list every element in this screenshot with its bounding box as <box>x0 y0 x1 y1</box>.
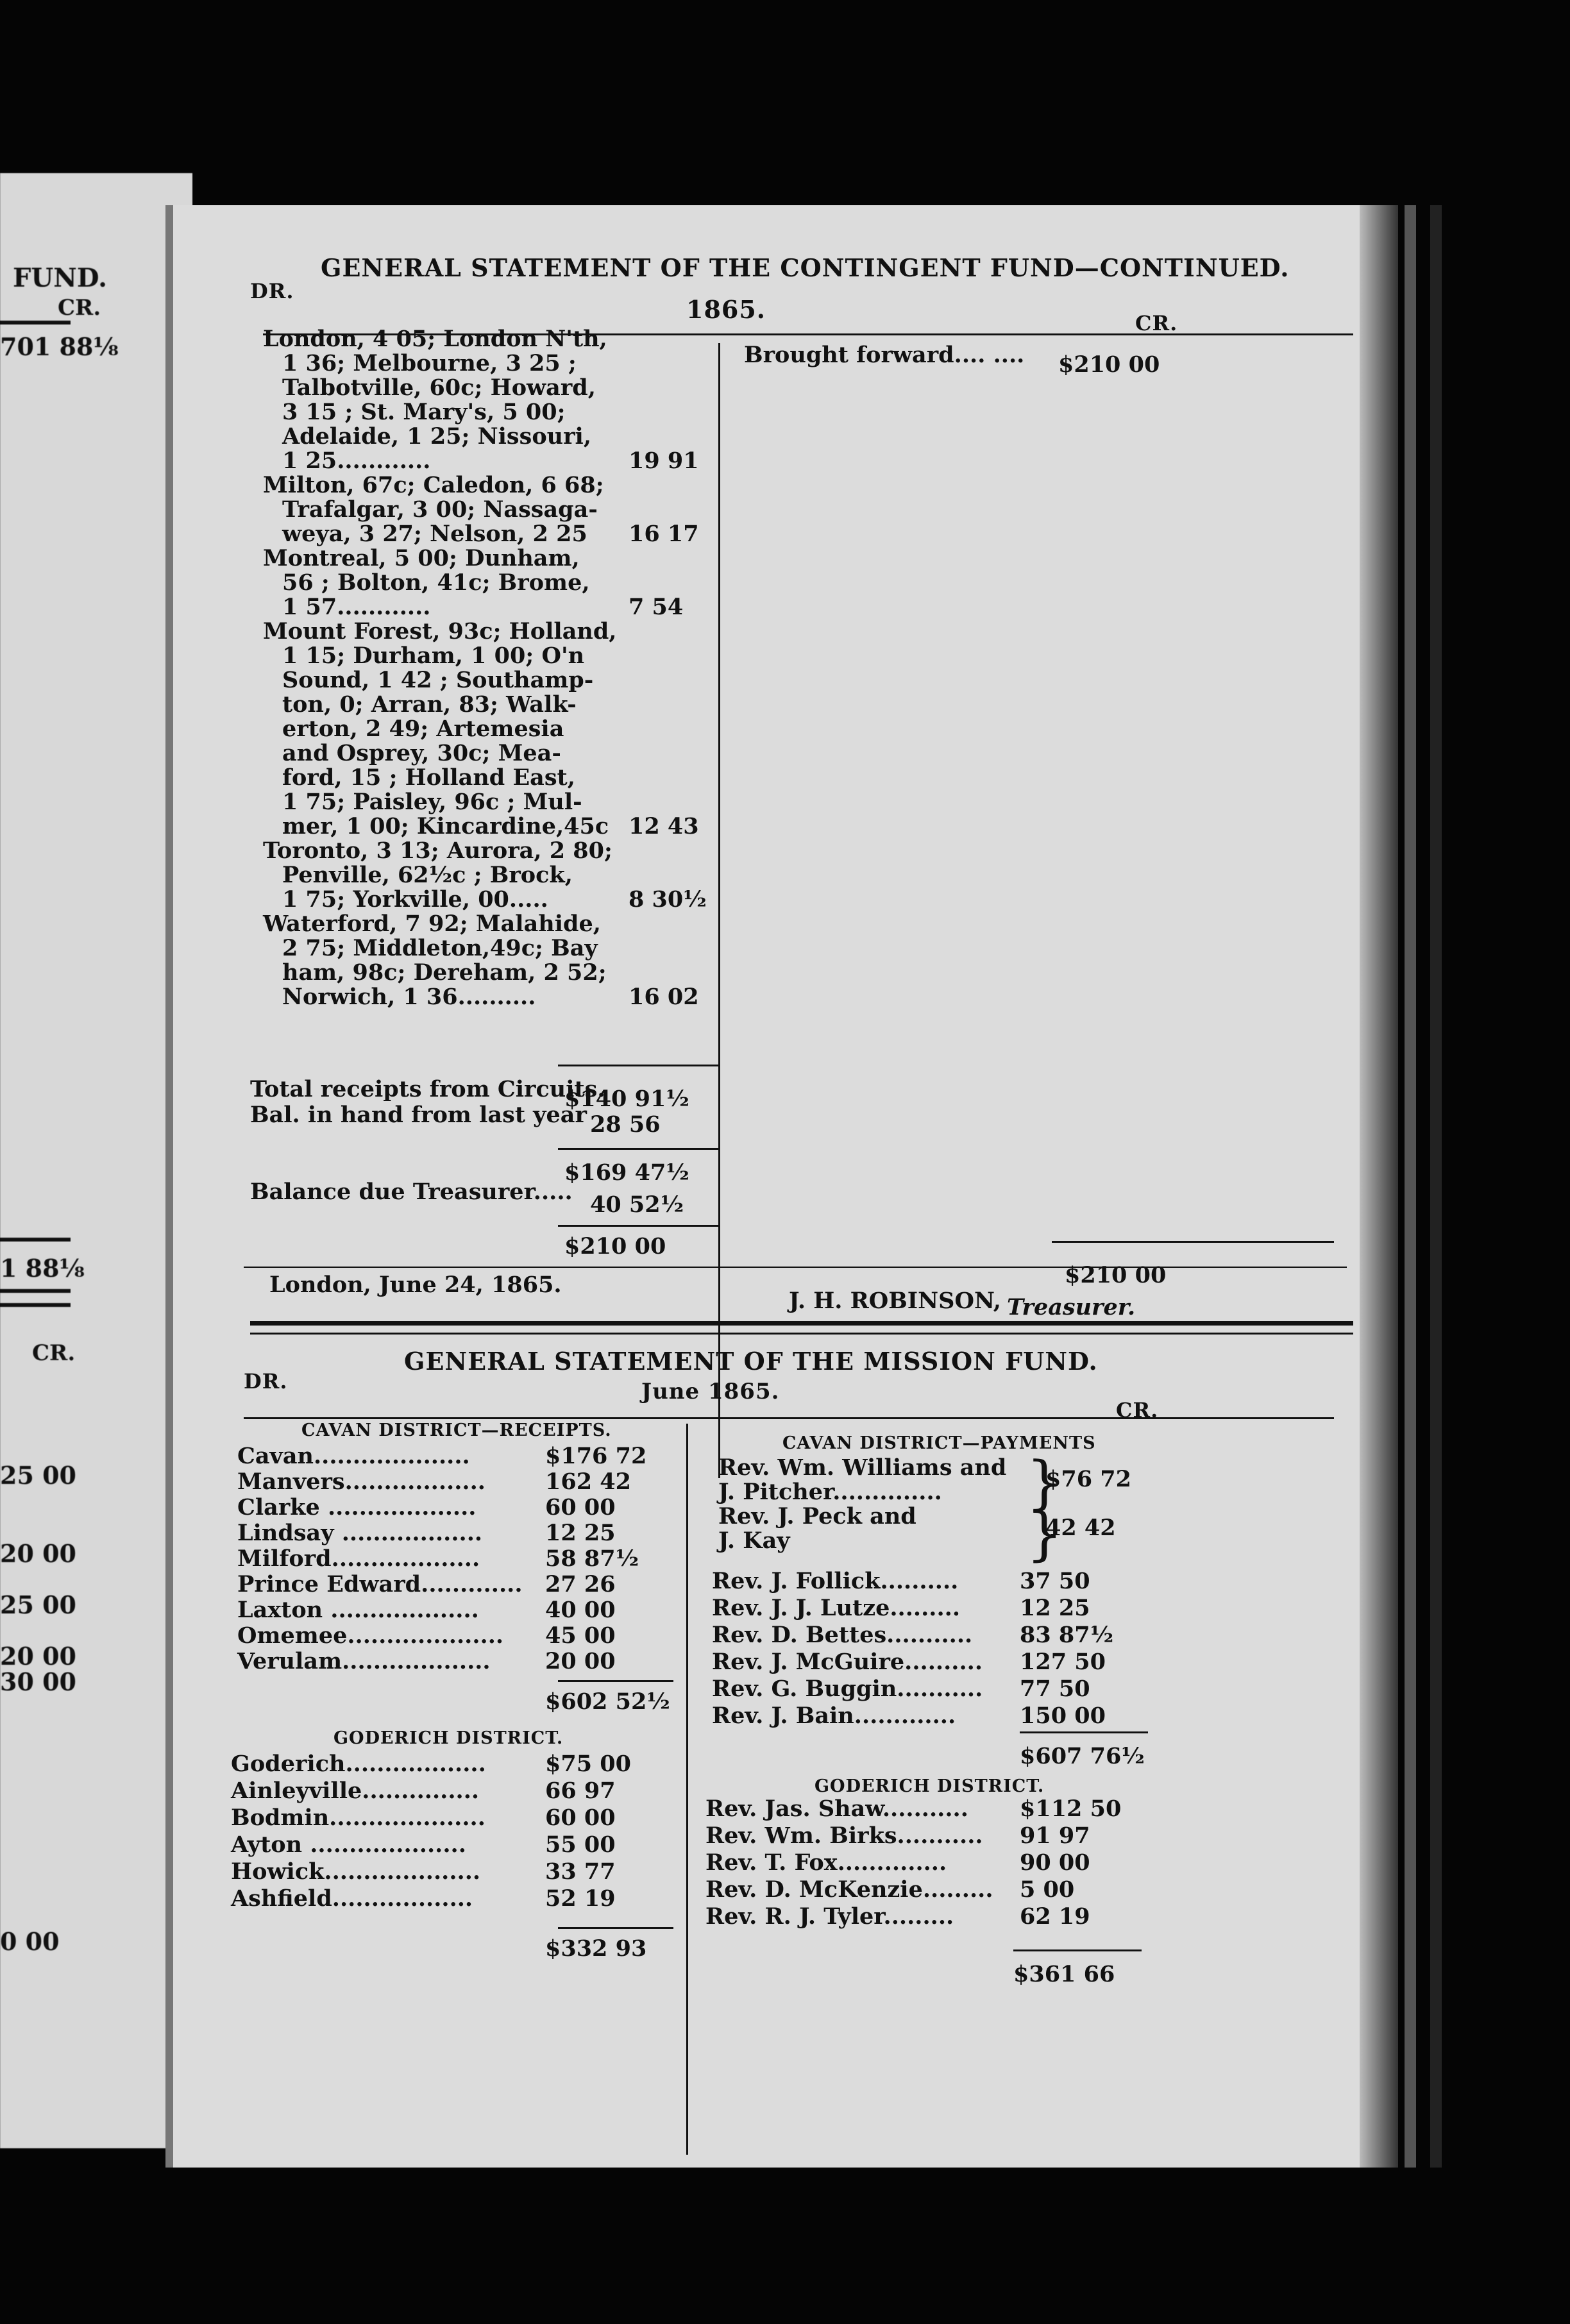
goderich-payments-total: $361 66 <box>1013 1961 1115 1987</box>
item-amount: $75 00 <box>545 1751 631 1777</box>
item-name: Rev. J. Follick.......... <box>712 1568 959 1594</box>
divider <box>1020 1731 1148 1733</box>
item-name: Rev. D. McKenzie......... <box>705 1876 993 1903</box>
entry-line: 1 25............ <box>282 448 431 474</box>
item-name: Bodmin.................... <box>231 1805 485 1831</box>
cavan-receipts-heading: CAVAN DISTRICT—RECEIPTS. <box>301 1420 612 1440</box>
divider <box>558 1225 718 1227</box>
cavan-payments-heading: CAVAN DISTRICT—PAYMENTS <box>782 1433 1096 1453</box>
list-item <box>705 1876 1321 1902</box>
divider <box>0 1238 71 1242</box>
cavan-receipts-list <box>237 1443 673 1699</box>
entry-line: 56 ; Bolton, 41c; Brome, <box>282 569 590 596</box>
item-amount: 60 00 <box>545 1805 616 1831</box>
left-page-bottom-amount: 0 00 <box>0 1927 60 1956</box>
mission-cr: CR. <box>1116 1398 1159 1422</box>
entry-line: 1 57............ <box>282 594 431 620</box>
entry-line: Toronto, 3 13; Aurora, 2 80; <box>263 838 612 864</box>
due-treasurer-label: Balance due Treasurer..... <box>250 1179 573 1205</box>
goderich-payments-heading: GODERICH DISTRICT. <box>815 1776 1045 1796</box>
contingent-dr: DR. <box>250 279 294 303</box>
entry-line: weya, 3 27; Nelson, 2 25 <box>282 521 587 547</box>
entry-line: Norwich, 1 36.......... <box>282 984 536 1010</box>
item-amount: $112 50 <box>1020 1796 1122 1822</box>
balance-amount: 28 56 <box>590 1111 661 1138</box>
divider <box>0 321 71 324</box>
entry-amount: 19 91 <box>629 448 699 474</box>
item-name: Clarke ................... <box>237 1494 477 1520</box>
entry-line: Milton, 67c; Caledon, 6 68; <box>263 472 604 498</box>
list-item <box>237 1622 673 1648</box>
contingent-title: GENERAL STATEMENT OF THE CONTINGENT FUND—CONTINUED. <box>321 253 1290 282</box>
grouped-line: J. Kay <box>718 1528 790 1554</box>
item-amount: 62 19 <box>1020 1903 1090 1930</box>
list-item <box>237 1443 673 1469</box>
item-name: Rev. D. Bettes........... <box>712 1622 973 1648</box>
item-name: Ayton .................... <box>231 1831 466 1858</box>
brace: } <box>1026 1449 1063 1517</box>
divider <box>1052 1241 1334 1243</box>
goderich-payments-list <box>705 1796 1321 1943</box>
item-amount: 162 42 <box>545 1469 631 1495</box>
item-amount: 66 97 <box>545 1778 616 1804</box>
item-amount: 37 50 <box>1020 1568 1090 1594</box>
mission-date: June 1865. <box>641 1379 780 1404</box>
item-amount: 40 00 <box>545 1597 616 1623</box>
entry-amount: 12 43 <box>629 813 699 839</box>
page-edge <box>1430 205 1442 2168</box>
contingent-year: 1865. <box>686 295 766 324</box>
page-edge-shadow <box>1360 205 1398 2168</box>
divider <box>0 1289 71 1293</box>
divider <box>1013 1949 1142 1951</box>
item-name: Verulam................... <box>237 1648 491 1674</box>
entry-line: ton, 0; Arran, 83; Walk- <box>282 691 577 718</box>
item-amount: 55 00 <box>545 1831 616 1858</box>
treasurer-name: J. H. ROBINSON, <box>789 1288 1001 1314</box>
entry-line: 1 75; Paisley, 96c ; Mul- <box>282 789 582 815</box>
left-page-top-amount: 701 88⅛ <box>0 332 119 361</box>
list-item <box>231 1831 673 1857</box>
item-name: Rev. J. Bain............. <box>712 1703 956 1729</box>
entry-line: erton, 2 49; Artemesia <box>282 716 564 742</box>
list-item <box>705 1903 1321 1929</box>
grouped-amount: 42 42 <box>1045 1515 1116 1541</box>
total-receipts-amount: $140 91½ <box>564 1086 689 1112</box>
item-name: Goderich.................. <box>231 1751 486 1777</box>
list-item <box>712 1595 1321 1621</box>
ledger-page <box>173 205 1385 2168</box>
list-item <box>237 1494 673 1520</box>
entry-line: Montreal, 5 00; Dunham, <box>263 545 580 571</box>
divider <box>244 1267 1347 1268</box>
left-page-fragment <box>0 173 192 2148</box>
item-amount: 27 26 <box>545 1571 616 1597</box>
divider <box>558 1148 718 1150</box>
item-name: Rev. J. McGuire.......... <box>712 1649 983 1675</box>
grouped-amount: $76 72 <box>1045 1466 1131 1492</box>
entry-line: Waterford, 7 92; Malahide, <box>263 911 601 937</box>
right-total-amount: $210 00 <box>1065 1262 1167 1288</box>
left-page-amount: 30 00 <box>0 1667 76 1696</box>
entry-amount: 8 30½ <box>629 886 707 913</box>
divider <box>558 1065 718 1066</box>
item-amount: 5 00 <box>1020 1876 1075 1903</box>
cavan-payments-grouped <box>718 1456 1321 1571</box>
item-name: Rev. G. Buggin........... <box>712 1676 983 1702</box>
goderich-receipts-total: $332 93 <box>545 1935 647 1962</box>
cavan-receipts-total: $602 52½ <box>545 1688 670 1715</box>
item-name: Manvers.................. <box>237 1469 485 1495</box>
entry-line: 3 15 ; St. Mary's, 5 00; <box>282 399 566 425</box>
left-page-mid-amount: 1 88⅛ <box>0 1254 85 1283</box>
left-page-cr: CR. <box>58 295 101 321</box>
list-item <box>231 1858 673 1884</box>
entry-line: ford, 15 ; Holland East, <box>282 764 575 791</box>
item-name: Prince Edward............. <box>237 1571 523 1597</box>
item-amount: 60 00 <box>545 1494 616 1520</box>
list-item <box>237 1648 673 1674</box>
brought-forward-amount: $210 00 <box>1058 351 1160 378</box>
left-page-amount: 25 00 <box>0 1461 76 1490</box>
entry-line: Mount Forest, 93c; Holland, <box>263 618 617 644</box>
entry-line: mer, 1 00; Kincardine,45c <box>282 813 609 839</box>
divider <box>244 1417 1334 1419</box>
item-name: Ashfield.................. <box>231 1885 473 1912</box>
goderich-receipts-heading: GODERICH DISTRICT. <box>333 1728 564 1748</box>
entry-amount: 16 02 <box>629 984 699 1010</box>
list-item <box>712 1622 1321 1647</box>
grouped-line: Rev. Wm. Williams and <box>718 1454 1007 1481</box>
item-name: Omemee.................... <box>237 1622 504 1649</box>
entry-line: ham, 98c; Dereham, 2 52; <box>282 959 607 986</box>
item-amount: 127 50 <box>1020 1649 1106 1675</box>
list-item <box>705 1849 1321 1875</box>
treasurer-title: Treasurer. <box>1007 1294 1136 1320</box>
list-item <box>231 1778 673 1803</box>
contingent-receipts <box>263 327 757 1097</box>
list-item <box>705 1796 1321 1821</box>
item-amount: $176 72 <box>545 1443 647 1469</box>
entry-line: and Osprey, 30c; Mea- <box>282 740 561 766</box>
brought-forward-label: Brought forward.... .... <box>744 342 1025 368</box>
entry-line: Adelaide, 1 25; Nissouri, <box>282 423 592 450</box>
list-item <box>237 1520 673 1545</box>
list-item <box>705 1823 1321 1848</box>
grand-total-amount: $210 00 <box>564 1233 666 1259</box>
entry-amount: 7 54 <box>629 594 684 620</box>
entry-line: 1 15; Durham, 1 00; O'n <box>282 643 585 669</box>
item-amount: 77 50 <box>1020 1676 1090 1702</box>
entry-line: Penville, 62½c ; Brock, <box>282 862 573 888</box>
date-line: London, June 24, 1865. <box>269 1272 562 1298</box>
grouped-line: J. Pitcher.............. <box>718 1479 942 1505</box>
cavan-payments-total: $607 76½ <box>1020 1743 1145 1769</box>
list-item <box>712 1676 1321 1701</box>
divider <box>558 1927 673 1929</box>
item-name: Lindsay .................. <box>237 1520 483 1546</box>
list-item <box>231 1805 673 1830</box>
grouped-line: Rev. J. Peck and <box>718 1503 916 1529</box>
entry-line: London, 4 05; London N'th, <box>263 326 607 352</box>
item-amount: 45 00 <box>545 1622 616 1649</box>
brace: } <box>1026 1501 1063 1568</box>
entry-line: Sound, 1 42 ; Southamp- <box>282 667 594 693</box>
item-name: Laxton ................... <box>237 1597 479 1623</box>
page-edge <box>1405 205 1416 2168</box>
item-amount: 58 87½ <box>545 1545 639 1572</box>
total-receipts-label: Total receipts from Circuits. <box>250 1076 605 1102</box>
list-item <box>712 1649 1321 1674</box>
list-item <box>237 1469 673 1494</box>
list-item <box>231 1885 673 1911</box>
item-name: Milford................... <box>237 1545 480 1572</box>
divider <box>0 1303 71 1307</box>
mission-title: GENERAL STATEMENT OF THE MISSION FUND. <box>404 1347 1098 1376</box>
item-name: Howick.................... <box>231 1858 481 1885</box>
due-treasurer-amount: 40 52½ <box>590 1191 684 1218</box>
item-name: Cavan.................... <box>237 1443 470 1469</box>
item-name: Rev. J. J. Lutze......... <box>712 1595 960 1621</box>
left-page-amount: 20 00 <box>0 1539 76 1568</box>
left-page-cr-2: CR. <box>32 1340 76 1366</box>
item-amount: 150 00 <box>1020 1703 1106 1729</box>
cavan-payments-list <box>712 1568 1321 1735</box>
item-amount: 20 00 <box>545 1648 616 1674</box>
contingent-cr: CR. <box>1135 311 1178 335</box>
divider <box>250 1321 1353 1326</box>
entry-line: Talbotville, 60c; Howard, <box>282 375 596 401</box>
item-name: Rev. Jas. Shaw........... <box>705 1796 968 1822</box>
entry-line: 1 75; Yorkville, 00..... <box>282 886 548 913</box>
column-divider <box>718 343 720 1478</box>
entry-amount: 16 17 <box>629 521 699 547</box>
left-page-amount: 20 00 <box>0 1642 76 1671</box>
left-page-amount: 25 00 <box>0 1590 76 1619</box>
item-amount: 90 00 <box>1020 1849 1090 1876</box>
item-amount: 52 19 <box>545 1885 616 1912</box>
list-item <box>237 1545 673 1571</box>
goderich-receipts-list <box>231 1751 673 1930</box>
list-item <box>237 1597 673 1622</box>
balance-label: Bal. in hand from last year <box>250 1102 587 1128</box>
item-name: Rev. R. J. Tyler......... <box>705 1903 954 1930</box>
list-item <box>712 1703 1321 1728</box>
subtotal-amount: $169 47½ <box>564 1159 689 1186</box>
item-amount: 83 87½ <box>1020 1622 1114 1648</box>
mission-dr: DR. <box>244 1369 288 1394</box>
column-divider <box>686 1424 688 2155</box>
item-amount: 91 97 <box>1020 1823 1090 1849</box>
item-amount: 12 25 <box>545 1520 616 1546</box>
entry-line: Trafalgar, 3 00; Nassaga- <box>282 496 598 523</box>
list-item <box>712 1568 1321 1594</box>
divider <box>250 1333 1353 1335</box>
list-item <box>237 1571 673 1597</box>
entry-line: 2 75; Middleton,49c; Bay <box>282 935 598 961</box>
left-page-heading: FUND. <box>13 263 108 293</box>
divider <box>558 1680 673 1682</box>
entry-line: 1 36; Melbourne, 3 25 ; <box>282 350 577 376</box>
item-name: Rev. T. Fox.............. <box>705 1849 947 1876</box>
list-item <box>231 1751 673 1776</box>
item-name: Rev. Wm. Birks........... <box>705 1823 983 1849</box>
item-amount: 12 25 <box>1020 1595 1090 1621</box>
item-name: Ainleyville............... <box>231 1778 480 1804</box>
item-amount: 33 77 <box>545 1858 616 1885</box>
